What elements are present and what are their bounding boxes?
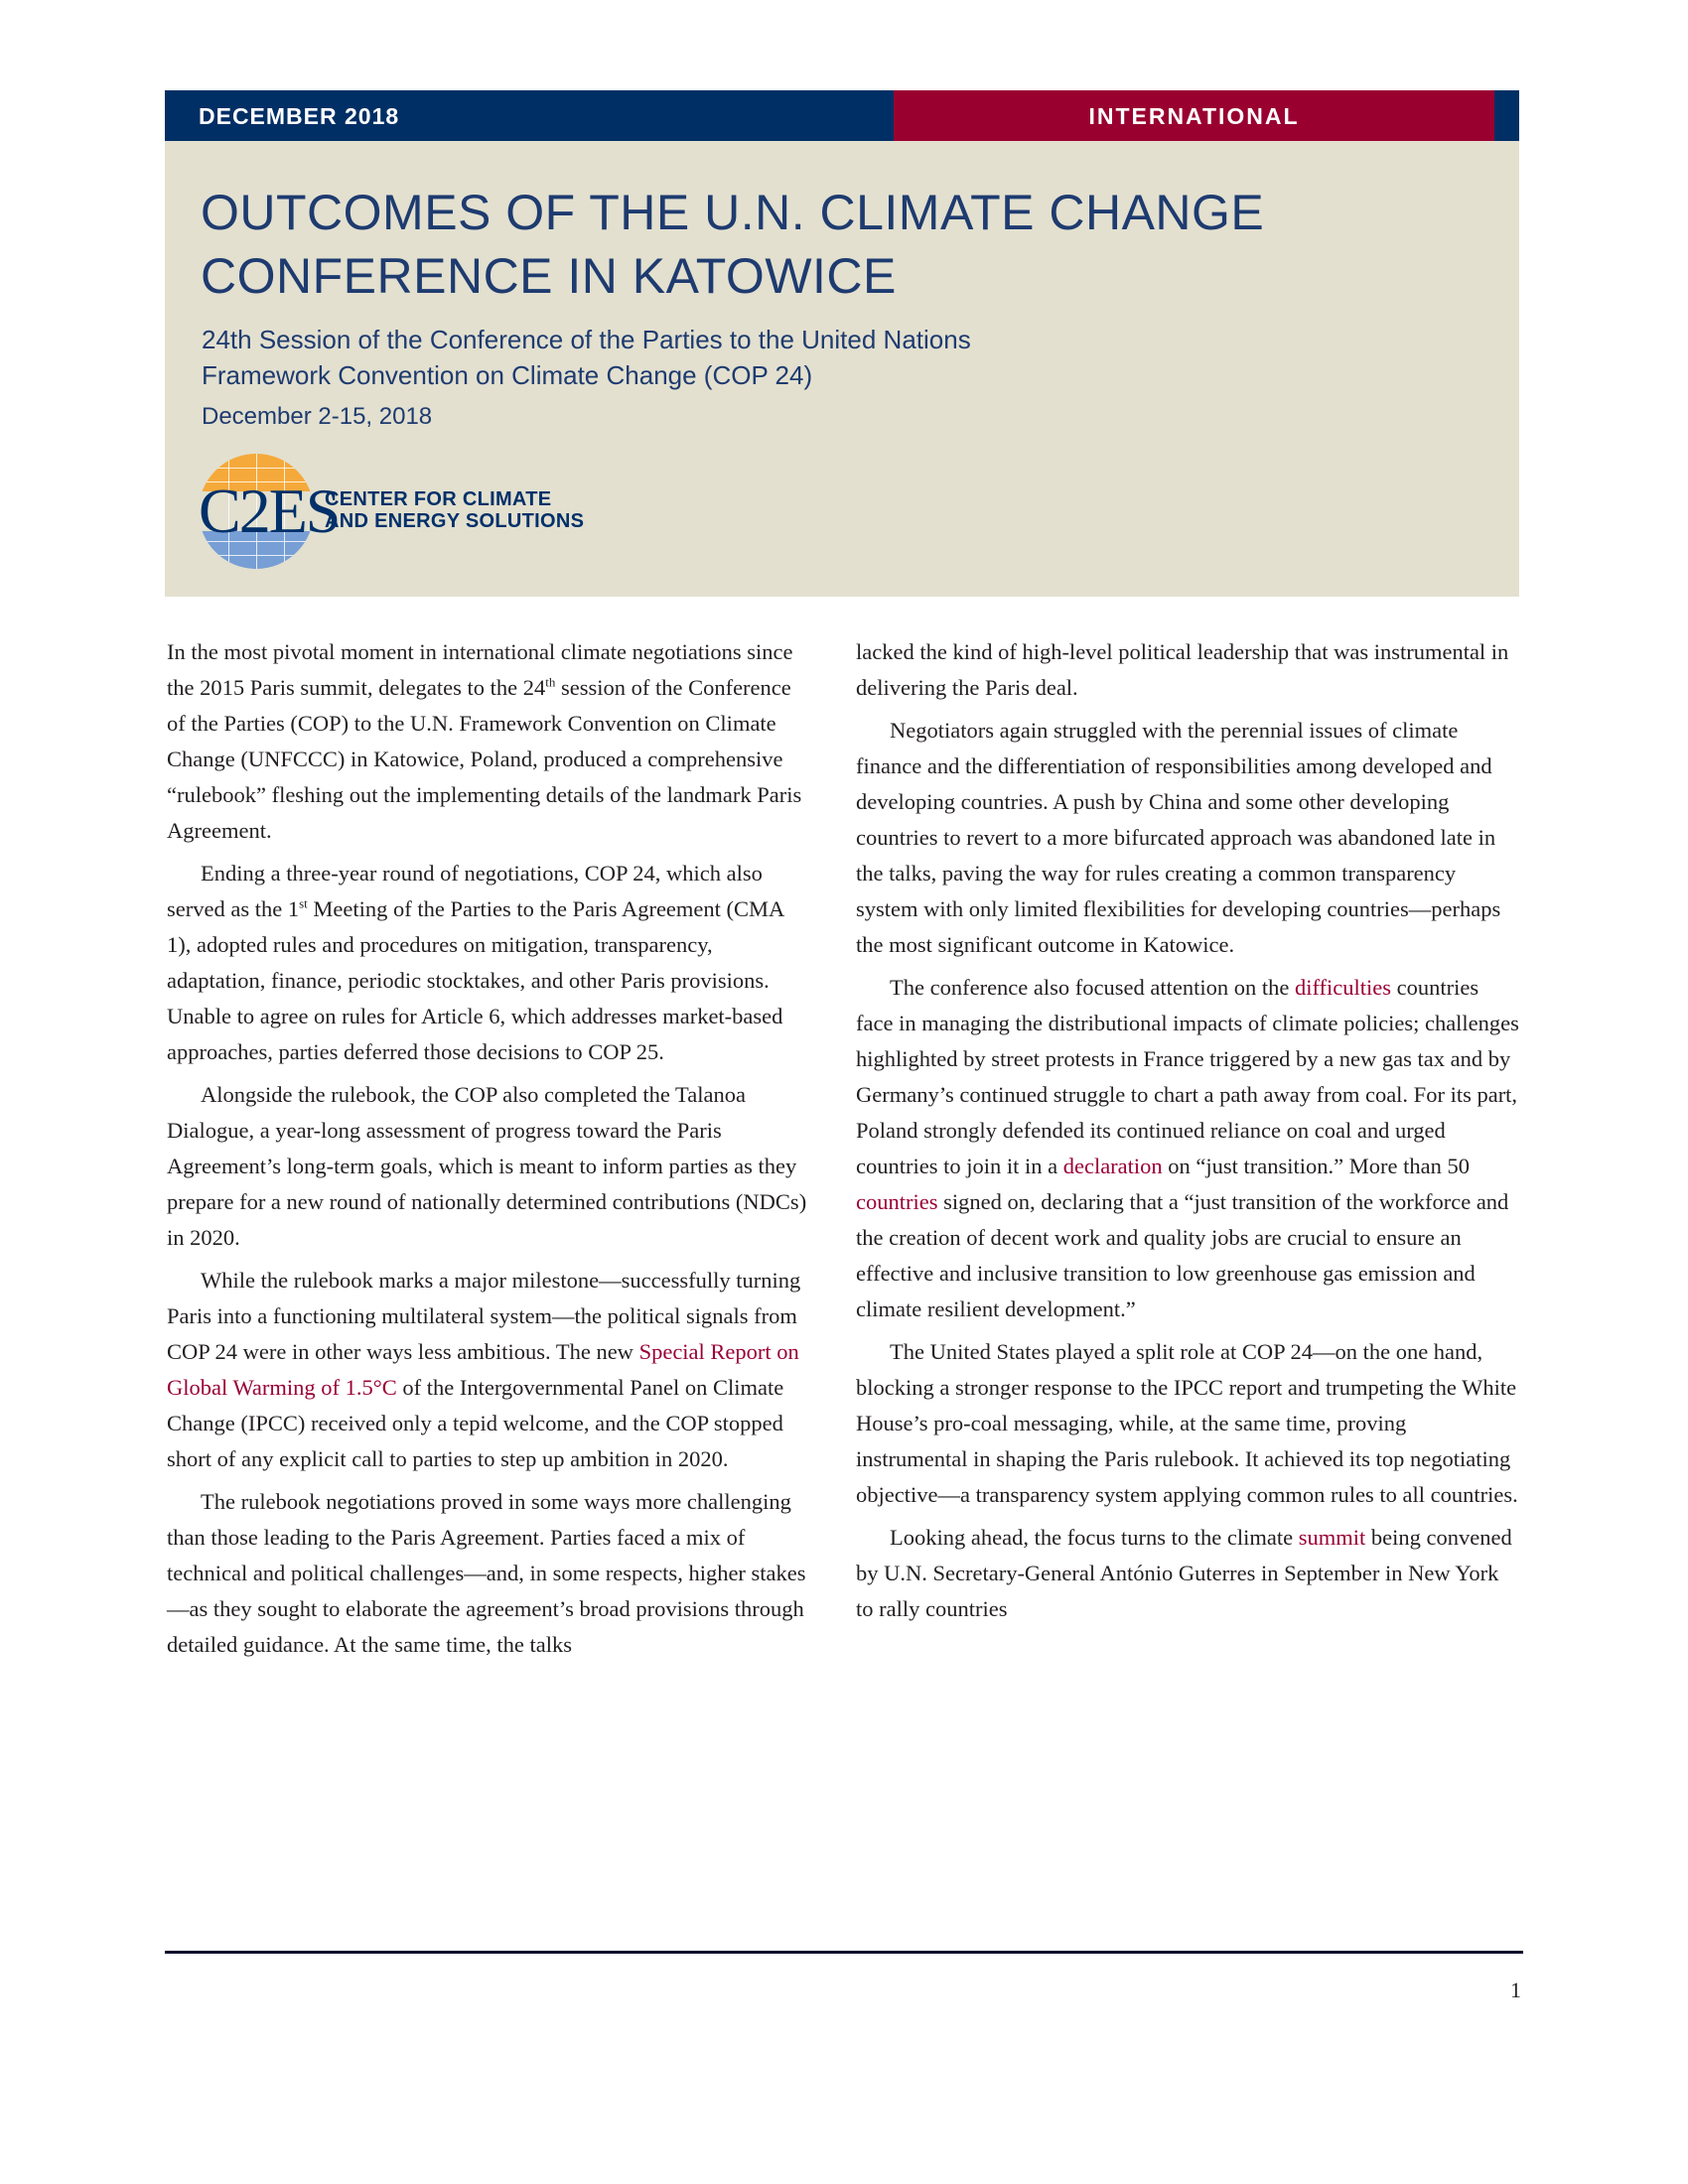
conference-dates: December 2-15, 2018 xyxy=(202,403,433,430)
page-title xyxy=(201,181,1491,308)
category-tag: INTERNATIONAL xyxy=(894,90,1494,141)
subtitle-line-2: Framework Convention on Climate Change (COP 24) xyxy=(202,360,813,390)
title-line-1: OUTCOMES OF THE U.N. CLIMATE CHANGE xyxy=(201,185,1265,240)
header-bar xyxy=(165,90,1519,141)
declaration-link[interactable]: declaration xyxy=(1062,1154,1163,1178)
subtitle xyxy=(202,322,1393,393)
paragraph: The conference also focused attention on the difficulties countries face in managing the distributional impacts of climate policies; challenges highlighted by street protests in France triggered by a new gas tax and by Germany’s continued struggle to chart a path away from coal. For its part, Poland strongly defended its continued reliance on coal and urged countries to join it in a declaration on “just transition.” More than 50 countries signed on, declaring that a “just transition of the workforce and the creation of decent work and quality jobs are crucial to ensure an effective and inclusive transition to low greenhouse gas emission and climate resilient development.” xyxy=(856,975,1519,1321)
paragraph: The rulebook negotiations proved in some ways more challenging than those leading to the Paris Agreement. Parties faced a mix of technical and political challenges—and, in some respects, higher stakes—as they sought to elaborate the agreement’s broad provisions through detailed guidance. At the same time, the talks xyxy=(167,1489,806,1657)
paragraph: In the most pivotal moment in international climate negotiations since the 2015 Paris summit, delegates to the 24th session of the Conference of the Parties (COP) to the U.N. Framework Convention on Climate Change (UNFCCC) in Katowice, Poland, produced a comprehensive “rulebook” fleshing out the implementing details of the landmark Paris Agreement. xyxy=(167,639,802,843)
page-number: 1 xyxy=(1510,1978,1521,2002)
ipcc-special-report-link[interactable]: Special Report on Global Warming of 1.5°C xyxy=(167,1339,799,1400)
body-column-left xyxy=(167,634,810,1670)
difficulties-link[interactable]: difficulties xyxy=(1294,975,1392,1000)
countries-link[interactable]: countries xyxy=(856,1189,938,1214)
title-line-2: CONFERENCE IN KATOWICE xyxy=(201,248,897,304)
paragraph: Negotiators again struggled with the perennial issues of climate finance and the differentiation of responsibilities among developed and developing countries. A push by China and some other developing countries to revert to a more bifurcated approach was abandoned late in the talks, paving the way for rules creating a common transparency system with only limited flexibilities for developing countries—perhaps the most significant outcome in Katowice. xyxy=(856,718,1501,957)
paragraph: Looking ahead, the focus turns to the climate summit being convened by U.N. Secretary-General António Guterres in September in New York to rally countries xyxy=(856,1525,1512,1621)
paragraph: Ending a three-year round of negotiations, COP 24, which also served as the 1st Meeting of the Parties to the Paris Agreement (CMA 1), adopted rules and procedures on mitigation, transparency, adaptation, finance, periodic stocktakes, and other Paris provisions. Unable to agree on rules for Article 6, which addresses market-based approaches, parties deferred those decisions to COP 25. xyxy=(167,861,784,1064)
paragraph: Alongside the rulebook, the COP also completed the Talanoa Dialogue, a year-long assessment of progress toward the Paris Agreement’s long-term goals, which is meant to inform parties as they prepare for a new round of nationally determined contributions (NDCs) in 2020. xyxy=(167,1082,807,1250)
logo-mark: C2ES xyxy=(199,476,340,546)
paragraph: While the rulebook marks a major milestone—successfully turning Paris into a functioning multilateral system—the political signals from COP 24 were in other ways less ambitious. The new Special Report on Global Warming of 1.5°C of the Intergovernmental Panel on Climate Change (IPCC) received only a tepid welcome, and the COP stopped short of any explicit call to parties to step up ambition in 2020. xyxy=(167,1268,801,1471)
logo-name: CENTER FOR CLIMATE AND ENERGY SOLUTIONS xyxy=(325,488,585,532)
paragraph: The United States played a split role at COP 24—on the one hand, blocking a stronger response to the IPCC report and trumpeting the White House’s pro-coal messaging, while, at the same time, proving instrumental in shaping the Paris rulebook. It achieved its top negotiating objective—a transparency system applying common rules to all countries. xyxy=(856,1339,1518,1507)
issue-date: DECEMBER 2018 xyxy=(199,103,400,129)
footer-divider xyxy=(165,1951,1523,1954)
body-column-right xyxy=(856,634,1519,1634)
c2es-logo xyxy=(199,454,655,573)
subtitle-line-1: 24th Session of the Conference of the Parties to the United Nations xyxy=(202,325,971,354)
title-panel xyxy=(165,141,1519,597)
summit-link[interactable]: summit xyxy=(1298,1525,1366,1550)
paragraph: lacked the kind of high-level political leadership that was instrumental in delivering the Paris deal. xyxy=(856,639,1509,700)
